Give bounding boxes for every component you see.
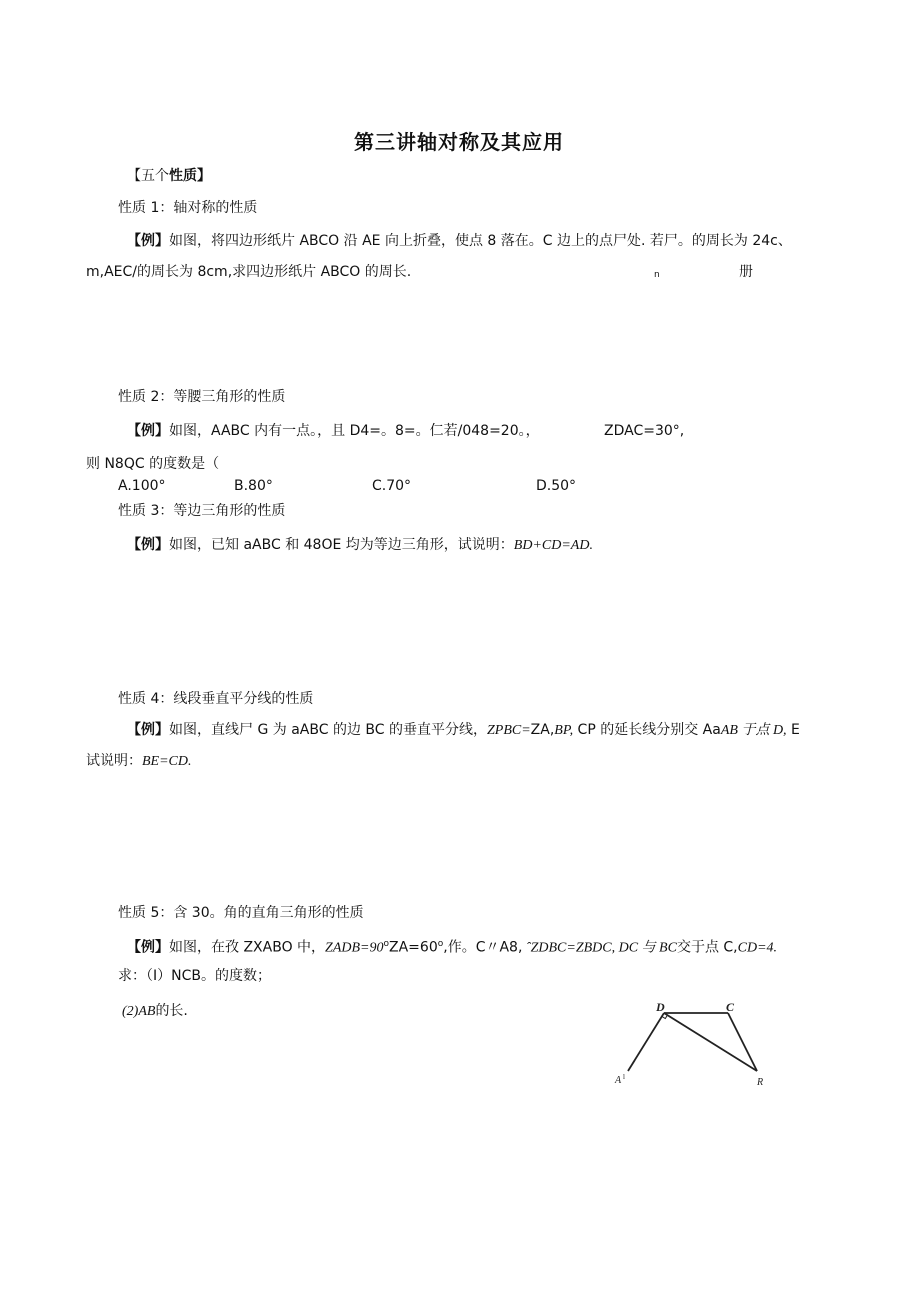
property-5-question-1: 求：（I）NCB。的度数； (118, 968, 271, 984)
question-text: 的长. (155, 1003, 188, 1019)
example-text-g: ˆZDBC=ZBDC, DC 与 BC (522, 940, 677, 956)
property-1-example-line1 (127, 232, 792, 250)
property-4-heading: 性质 4：线段垂直平分线的性质 (118, 691, 314, 707)
label-d: D (656, 1000, 665, 1014)
label-a: A (615, 1075, 622, 1086)
example-text-b: ZPBC= (486, 723, 531, 738)
example-text-f: AB 于点 D, (720, 723, 787, 738)
label-r: R (757, 1077, 764, 1088)
stray-mark: n (654, 270, 660, 280)
example-tag: 【例】 (127, 233, 169, 249)
section-header-bold: 性质】 (169, 168, 211, 184)
example-text-b: ZADB=90 (325, 940, 384, 956)
property-5-question-2 (122, 1002, 188, 1021)
example-text: 如图，已知 aABC 和 48OE 均为等边三角形，试说明： (169, 537, 514, 553)
geometry-figure (600, 995, 780, 1095)
example-tag: 【例】 (127, 722, 169, 738)
label-c: C (726, 1000, 735, 1014)
property-5-example-line1 (127, 935, 777, 958)
property-2-example-angle: ZDAC=30°, (604, 423, 685, 439)
example-formula: BE=CD. (142, 754, 192, 769)
example-text-h: 交于点 C, (676, 939, 738, 956)
section-header (127, 167, 211, 185)
example-formula: BD+CD=AD. (513, 538, 593, 553)
example-text-f: ,作。C〃A8, (443, 939, 523, 956)
page-title: 第三讲轴对称及其应用 (354, 130, 564, 154)
option-a: A.100° (118, 478, 166, 494)
property-4-example-line1 (127, 721, 800, 740)
property-3-heading: 性质 3：等边三角形的性质 (118, 503, 286, 519)
property-1-example-line2: m,AEC/的周长为 8cm,求四边形纸片 ABCO 的周长. (86, 264, 412, 280)
segment-da (628, 1013, 664, 1071)
example-text-d: ZA=60 (389, 939, 438, 956)
property-3-example-line1 (127, 536, 593, 555)
example-sup-2: o (437, 939, 444, 949)
property-2-heading: 性质 2：等腰三角形的性质 (118, 389, 286, 405)
example-text: 如图，将四边形纸片 ABCO 沿 AE 向上折叠，使点 8 落在。C 边上的点尸处. 若尸。的周长为 24c、 (169, 233, 792, 249)
stray-char: 册 (739, 264, 753, 280)
example-text-a: 如图，直线尸 G 为 aABC 的边 BC 的垂直平分线， (169, 722, 487, 738)
example-text-i: CD=4. (737, 940, 778, 956)
section-header-prefix: 【五个 (127, 168, 169, 184)
property-2-example-line1 (127, 422, 540, 440)
option-d: D.50° (536, 478, 577, 494)
example-tag: 【例】 (127, 537, 169, 553)
property-2-example-line2: 则 N8QC 的度数是（ (86, 456, 220, 472)
example-sup-1: o (383, 939, 390, 949)
label-a-sup: l (623, 1073, 625, 1081)
question-number: (2)AB (122, 1004, 156, 1019)
example-text-e: CP 的延长线分别交 Aa (573, 722, 721, 738)
option-c: C.70° (372, 478, 412, 494)
example-text-d: BP, (554, 723, 574, 738)
example-text-a: 试说明： (86, 753, 142, 769)
property-5-heading: 性质 5：含 30。角的直角三角形的性质 (118, 905, 364, 921)
option-b: B.80° (234, 478, 273, 494)
property-1-heading: 性质 1：轴对称的性质 (118, 200, 258, 216)
example-text-g: E (786, 722, 800, 738)
example-text-a: 如图，在孜 ZXABO 中， (169, 939, 326, 956)
example-text-c: ZA, (530, 722, 555, 738)
example-text: 如图，AABC 内有一点。，且 D4=。8=。仁若/048=20。， (169, 423, 540, 439)
property-4-example-line2 (86, 752, 192, 771)
example-tag: 【例】 (127, 939, 169, 956)
example-tag: 【例】 (127, 423, 169, 439)
